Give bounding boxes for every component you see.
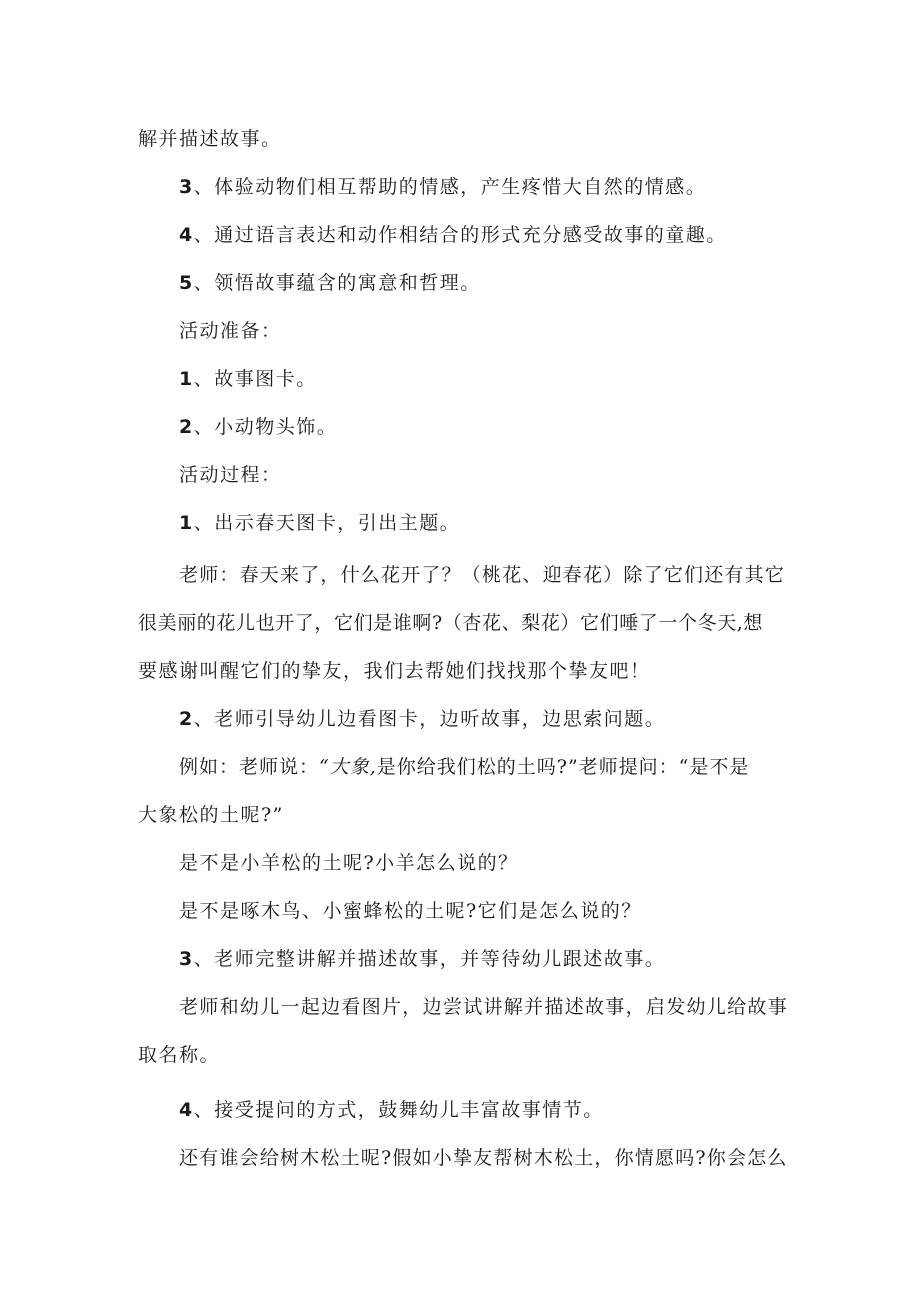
text-line [138,127,282,151]
list-item [179,415,337,439]
text-line [179,755,749,779]
text-line [179,995,788,1019]
line-text: 很美丽的花儿也开了，它们是谁啊?（杏花、梨花）它们唾了一个冬天,想 [138,612,764,634]
item-number: 2 [179,708,194,730]
list-item [179,707,665,731]
quoted-text: “大象, [319,756,377,778]
section-heading [179,463,282,487]
line-text: 活动过程： [179,464,282,486]
list-item [179,511,460,535]
text-line [138,659,651,683]
item-number: 4 [179,1099,194,1121]
item-number: 1 [179,368,194,390]
text-line [179,1146,788,1170]
line-text: 、老师完整讲解并描述故事，并等待幼儿跟述故事。 [193,948,666,970]
line-text: 解并描述故事。 [138,128,282,150]
line-text: 、老师引导幼儿边看图卡，边听故事，边思索问题。 [193,708,666,730]
line-text: 要感谢叫醒它们的挚友，我们去帮她们找找那个挚友吧！ [138,660,651,682]
line-text: 老师：春天来了，什么花开了？（桃花、迎春花）除了它们还有其它 [179,564,786,586]
line-text: 还有谁会给树木松土呢?假如小挚友帮树木松土，你情愿吗?你会怎么 [179,1147,788,1169]
list-item [179,223,727,247]
line-text: 、领悟故事蕴含的寓意和哲理。 [193,272,481,294]
line-text: 活动准备： [179,320,282,342]
text-line [179,563,785,587]
line-text: 、接受提问的方式，鼓舞幼儿丰富故事情节。 [193,1099,604,1121]
item-number: 4 [179,224,194,246]
text-line [138,803,284,827]
line-text: 老师和幼儿一起边看图片，边尝试讲解并描述故事，启发幼儿给故事 [179,996,789,1018]
text-line [138,1043,220,1067]
line-text: 大象松的土呢?” [138,804,284,826]
line-text: 是你给我们松的土吗?”老师提问：“是不是 [376,756,750,778]
list-item [179,947,665,971]
line-text: 是不是啄木鸟、小蜜蜂松的土呢?它们是怎么说的？ [179,900,642,922]
item-number: 1 [179,512,194,534]
line-text: 、体验动物们相互帮助的情感，产生疼惜大自然的情感。 [193,176,707,198]
list-item [179,175,706,199]
line-text: 、故事图卡。 [193,368,317,390]
text-line [179,851,519,875]
list-item [179,271,481,295]
list-item [179,1098,604,1122]
text-line [179,899,642,923]
list-item [179,367,317,391]
line-text: 取名称。 [138,1044,221,1066]
line-text: 是不是小羊松的土呢?小羊怎么说的？ [179,852,519,874]
line-text: 、小动物头饰。 [193,416,338,438]
item-number: 2 [179,416,194,438]
section-heading [179,319,282,343]
line-text: 例如：老师说： [179,756,320,778]
item-number: 3 [179,176,194,198]
text-line [138,611,763,635]
item-number: 3 [179,948,194,970]
line-text: 、出示春天图卡，引出主题。 [193,512,461,534]
line-text: 、通过语言表达和动作相结合的形式充分感受故事的童趣。 [193,224,727,246]
item-number: 5 [179,272,194,294]
